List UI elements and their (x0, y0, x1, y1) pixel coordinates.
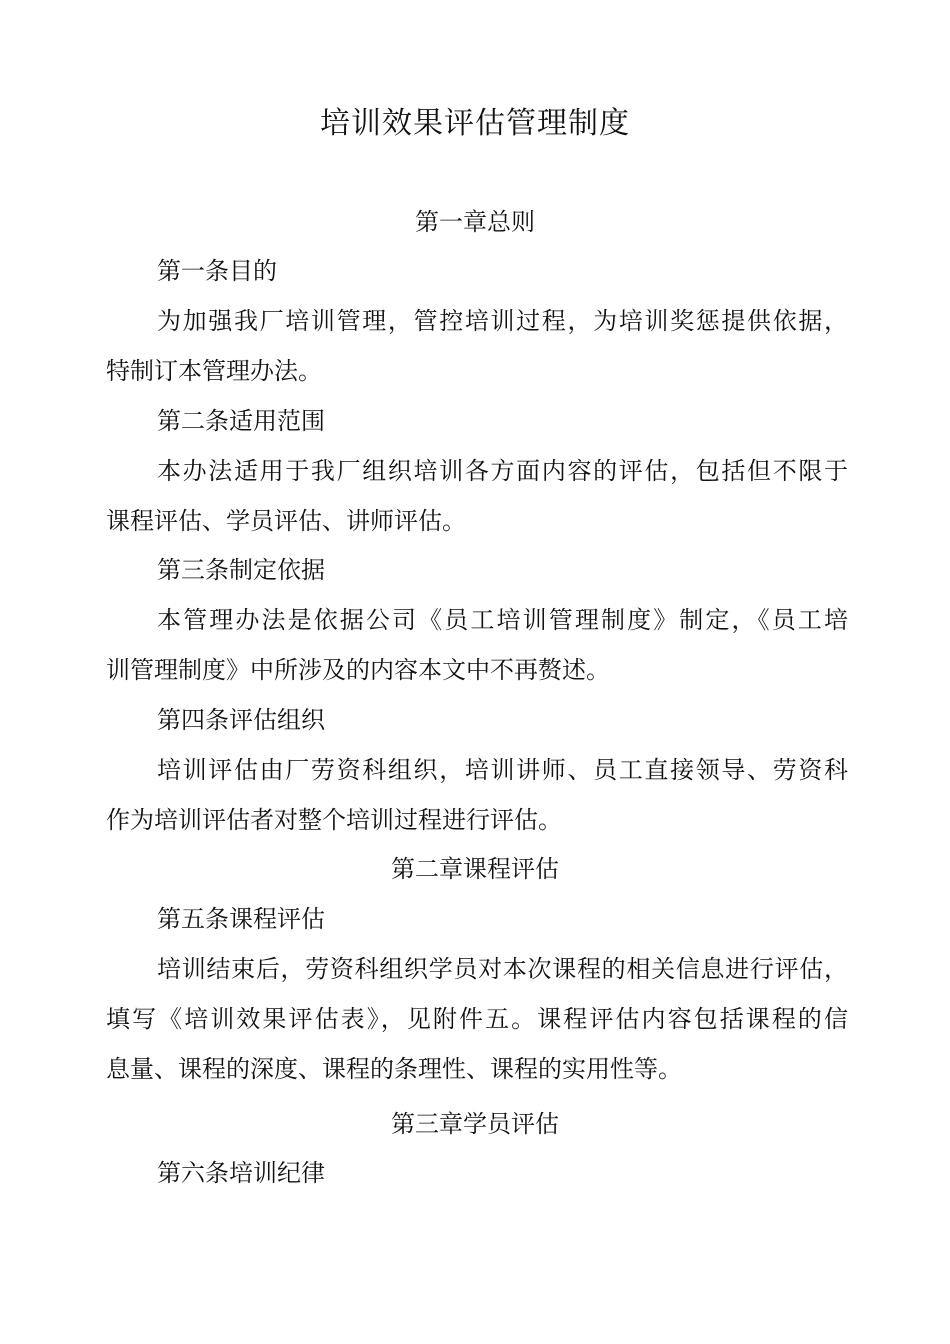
article-heading-6: 第六条培训纪律 (157, 1159, 325, 1187)
chapter-heading-1: 第一章总则 (415, 208, 535, 236)
article-body-5-line-3: 息量、课程的深度、课程的条理性、课程的实用性等。 (106, 1055, 682, 1083)
article-body-4 (106, 745, 848, 845)
article-body-2-line-2: 课程评估、学员评估、讲师评估。 (106, 507, 466, 535)
article-heading-5: 第五条课程评估 (157, 905, 325, 933)
article-heading-3: 第三条制定依据 (157, 556, 325, 584)
article-body-2 (106, 446, 848, 546)
chapter-heading-2: 第二章课程评估 (391, 855, 559, 883)
article-body-1 (106, 296, 848, 396)
article-body-2-line-1: 本办法适用于我厂组织培训各方面内容的评估，包括但不限于 (157, 457, 848, 485)
article-heading-1: 第一条目的 (157, 257, 277, 285)
chapter-heading-3: 第三章学员评估 (391, 1110, 559, 1138)
article-body-3 (106, 595, 848, 695)
article-body-5-line-2: 填写《培训效果评估表》，见附件五。课程评估内容包括课程的信 (106, 1005, 848, 1033)
article-body-3-line-1: 本管理办法是依据公司《员工培训管理制度》制定，《员工培 (157, 606, 848, 634)
article-body-4-line-2: 作为培训评估者对整个培训过程进行评估。 (106, 806, 562, 834)
article-heading-2: 第二条适用范围 (157, 407, 325, 435)
article-body-5-line-1: 培训结束后，劳资科组织学员对本次课程的相关信息进行评估， (157, 955, 848, 983)
article-body-3-line-2: 训管理制度》中所涉及的内容本文中不再赘述。 (106, 656, 610, 684)
article-body-1-line-2: 特制订本管理办法。 (106, 357, 322, 385)
article-heading-4: 第四条评估组织 (157, 706, 325, 734)
article-body-1-line-1: 为加强我厂培训管理，管控培训过程，为培训奖惩提供依据， (157, 307, 848, 335)
article-body-4-line-1: 培训评估由厂劳资科组织，培训讲师、员工直接领导、劳资科 (157, 756, 848, 784)
article-body-5 (106, 944, 848, 1094)
document-title: 培训效果评估管理制度 (320, 106, 630, 141)
